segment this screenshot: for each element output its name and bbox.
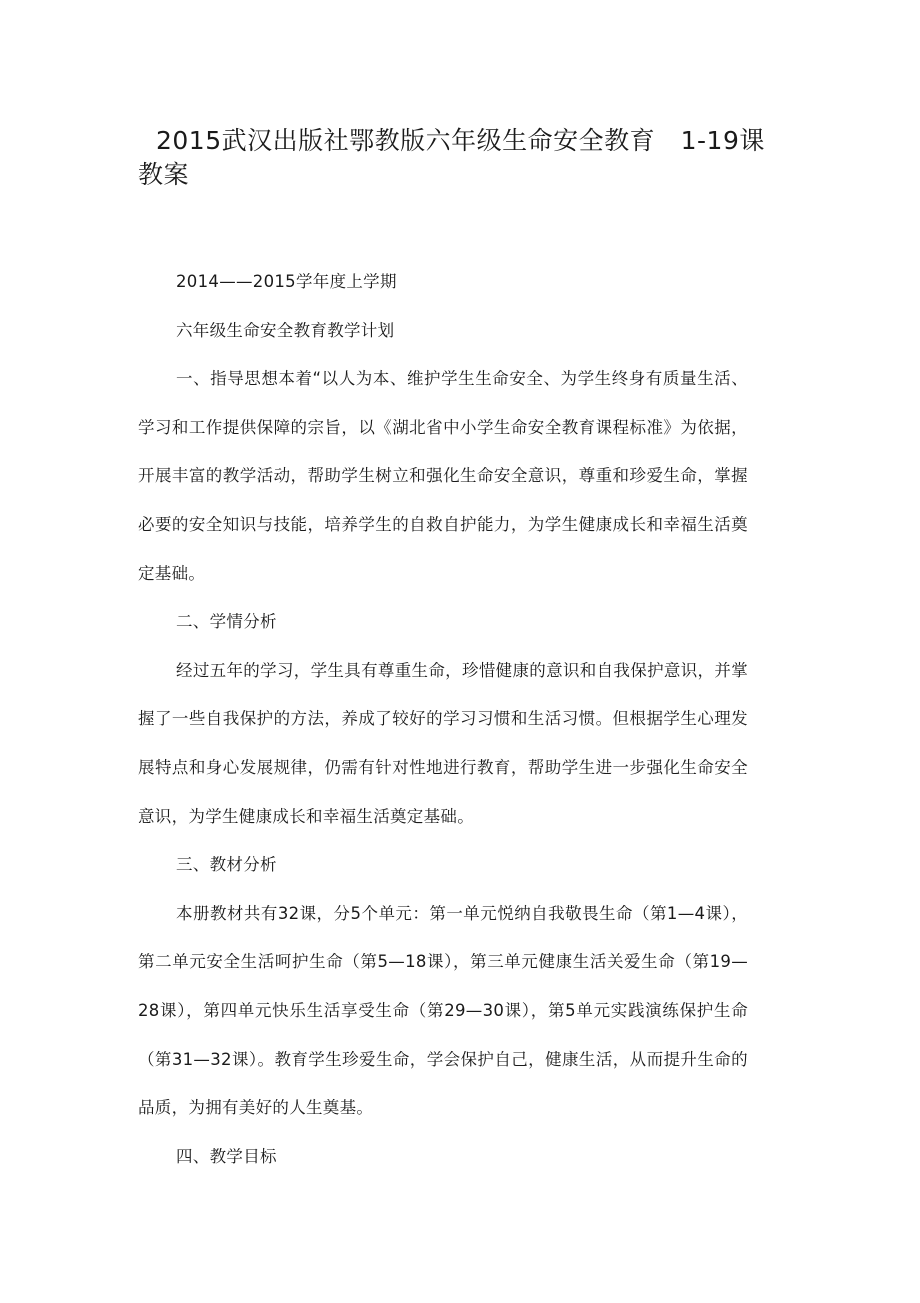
section-guiding-thought: 一、指导思想本着“以人为本、维护学生生命安全、为学生终身有质量生活、学习和工作提供保障的宗旨，以《湖北省中小学生命安全教育课程标准》为依据，开展丰富的教学活动，帮助学生树立和强化生命安全意识，尊重和珍爱生命，掌握必要的安全知识与技能，培养学生的自救自护能力，为学生健康成长和幸福生活奠定基础。: [138, 369, 748, 583]
school-year-line: 2014——2015学年度上学期: [176, 272, 397, 291]
section-heading-student-analysis: 二、学情分析: [176, 612, 277, 632]
section-textbook-analysis: 本册教材共有32课，分5个单元：第一单元悦纳自我敬畏生命（第1—4课），第二单元安全生活呵护生命（第5—18课），第三单元健康生活关爱生命（第19—28课），第四单元快乐生活享受生命（第29—30课），第5单元实践演练保护生命（第31—32课）。教育学生珍爱生命，学会保护自己，健康生活，从而提升生命的品质，为拥有美好的人生奠基。: [138, 903, 748, 1118]
document-body: [138, 258, 748, 1181]
document-title-text: 2015武汉出版社鄂教版六年级生命安全教育 1-19课教案: [138, 126, 765, 189]
plan-title: 六年级生命安全教育教学计划: [176, 320, 395, 340]
section-student-analysis: 经过五年的学习，学生具有尊重生命，珍惜健康的意识和自我保护意识，并掌握了一些自我保护的方法，养成了较好的学习习惯和生活习惯。但根据学生心理发展特点和身心发展规律，仍需有针对性地进行教育，帮助学生进一步强化生命安全意识，为学生健康成长和幸福生活奠定基础。: [138, 660, 748, 826]
document-title: [138, 124, 778, 192]
section-heading-textbook-analysis: 三、教材分析: [176, 855, 277, 875]
section-heading-teaching-goals: 四、教学目标: [176, 1146, 277, 1166]
